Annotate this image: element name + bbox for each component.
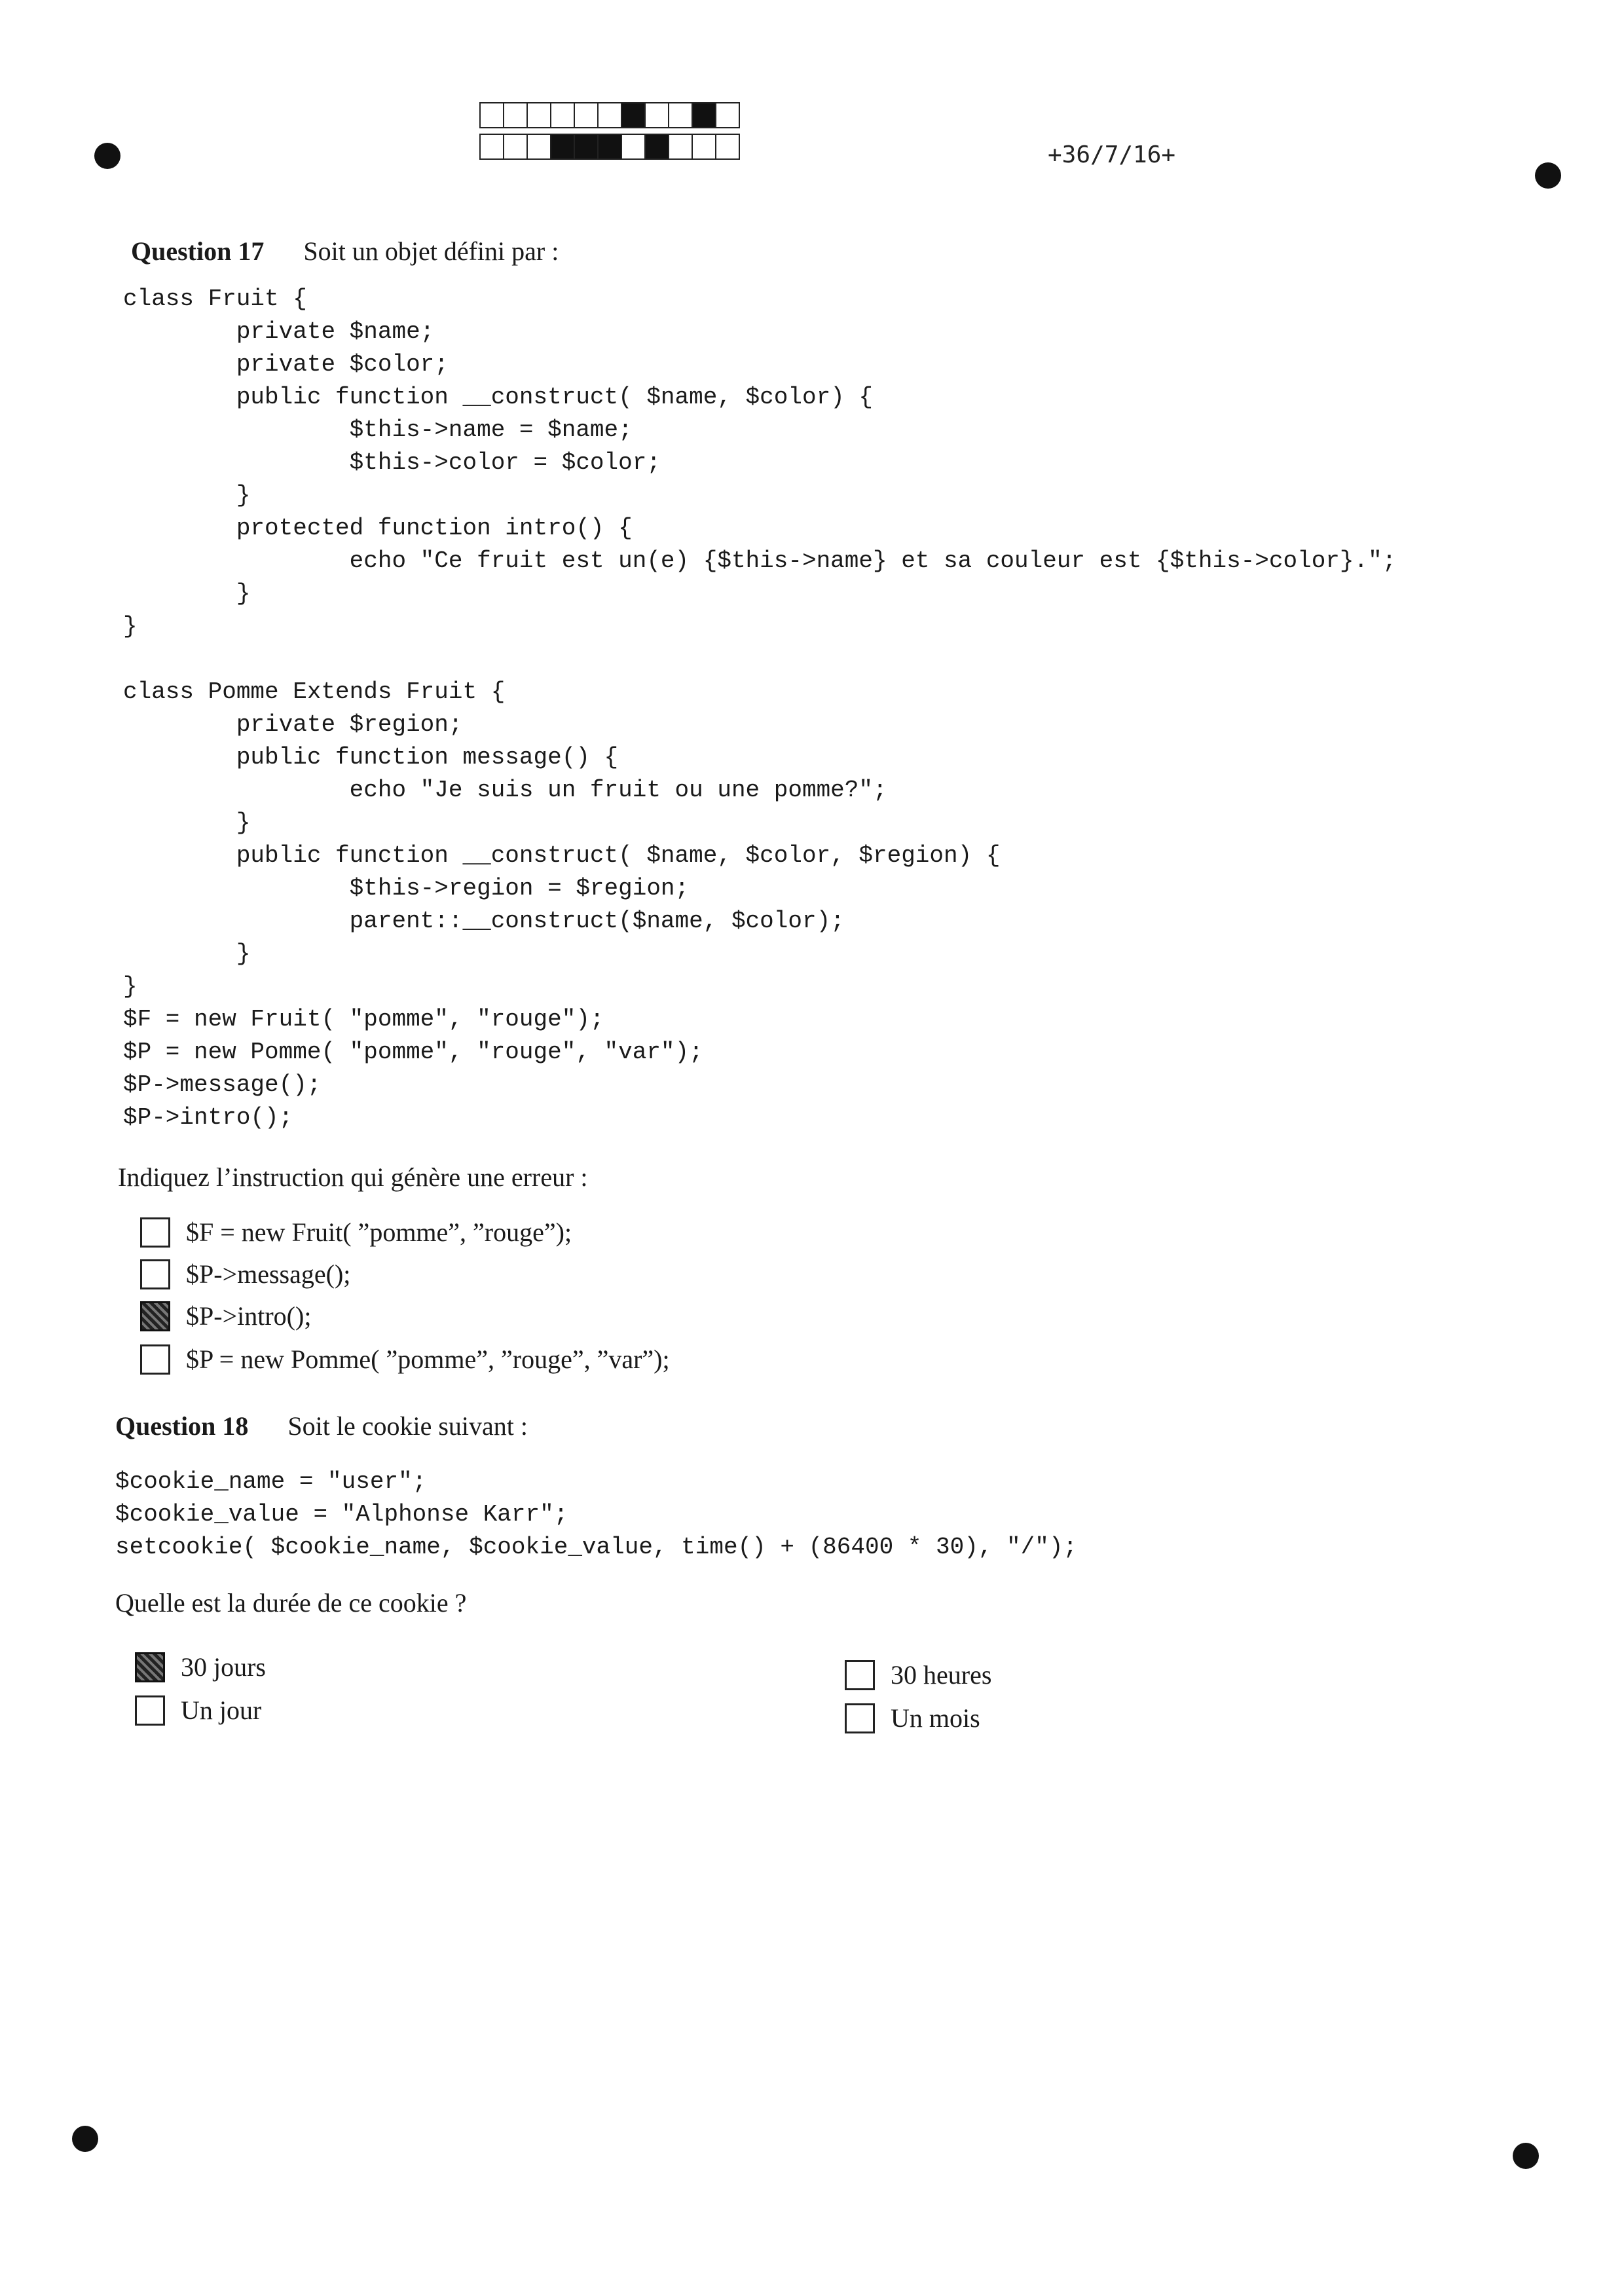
q17-checkbox[interactable] — [140, 1259, 170, 1289]
q18-option[interactable] — [845, 1659, 991, 1690]
id-cell — [526, 134, 551, 160]
student-id-grid-row-1 — [479, 102, 739, 128]
id-cell-filled — [621, 102, 646, 128]
q17-option-label: $P->intro(); — [186, 1301, 312, 1331]
q17-option[interactable] — [140, 1217, 572, 1248]
page-code: +36/7/16+ — [1048, 141, 1176, 168]
question-18-prompt: Quelle est la durée de ce cookie ? — [115, 1588, 467, 1618]
q17-checkbox[interactable] — [140, 1217, 170, 1248]
q18-checkbox[interactable] — [845, 1660, 875, 1690]
corner-marker-bottom-right — [1513, 2143, 1539, 2169]
id-cell — [692, 134, 716, 160]
q18-option-label: 30 jours — [181, 1652, 266, 1682]
question-17-number: Question 17 — [131, 236, 265, 266]
id-cell-filled — [644, 134, 669, 160]
corner-marker-bottom-left — [72, 2126, 98, 2152]
q17-checkbox[interactable] — [140, 1344, 170, 1375]
q17-option-label: $P = new Pomme( ”pomme”, ”rouge”, ”var”); — [186, 1344, 670, 1374]
id-cell — [621, 134, 646, 160]
q17-option[interactable] — [140, 1259, 350, 1289]
id-cell-filled — [550, 134, 575, 160]
id-cell-filled — [692, 102, 716, 128]
id-cell — [550, 102, 575, 128]
id-cell — [668, 134, 693, 160]
id-cell — [597, 102, 622, 128]
id-cell — [503, 134, 528, 160]
corner-marker-top-right — [1535, 162, 1561, 189]
q18-option[interactable] — [845, 1703, 980, 1733]
q18-option[interactable] — [135, 1652, 266, 1682]
q18-checkbox[interactable] — [845, 1703, 875, 1733]
q18-option-label: Un mois — [891, 1703, 980, 1733]
q18-checkbox[interactable] — [135, 1652, 165, 1682]
question-17-header — [131, 236, 559, 267]
question-18-title: Soit le cookie suivant : — [287, 1411, 528, 1441]
id-cell — [574, 102, 599, 128]
question-18-number: Question 18 — [115, 1411, 249, 1441]
q18-checkbox[interactable] — [135, 1695, 165, 1726]
id-cell — [526, 102, 551, 128]
id-cell — [715, 102, 740, 128]
id-cell — [479, 102, 504, 128]
question-17-prompt: Indiquez l’instruction qui génère une erreur : — [118, 1162, 588, 1192]
q18-option-label: 30 heures — [891, 1660, 992, 1690]
question-17-code: class Fruit { private $name; private $color; public function __construct( $name, $color) { $this->name = $name; $this->color = $color; } protected function intro() { echo "Ce fruit est un(e) {$this->name} et sa couleur est {$this->color}."; } } class Pomme Extends Fruit { private $region; public function message() { echo "Je suis un fruit ou une pomme?"; } public function __construct( $name, $color, $region) { $this->region = $region; parent::__construct($name, $color); } } $F = new Fruit( "pomme", "rouge"); $P = new Pomme( "pomme", "rouge", "var"); $P->message(); $P->intro(); — [123, 286, 1397, 1131]
q17-option[interactable] — [140, 1301, 311, 1331]
id-cell — [668, 102, 693, 128]
id-cell — [503, 102, 528, 128]
corner-marker-top-left — [94, 143, 120, 169]
q17-checkbox[interactable] — [140, 1301, 170, 1331]
q18-option-label: Un jour — [181, 1695, 262, 1725]
question-18-code: $cookie_name = "user"; $cookie_value = "Alphonse Karr"; setcookie( $cookie_name, $cookie_value, time() + (86400 * 30), "/"); — [115, 1468, 1078, 1561]
q17-option[interactable] — [140, 1344, 670, 1375]
id-cell — [715, 134, 740, 160]
student-id-grid-row-2 — [479, 134, 739, 160]
id-cell — [479, 134, 504, 160]
q18-option[interactable] — [135, 1695, 261, 1726]
id-cell — [644, 102, 669, 128]
question-17-title: Soit un objet défini par : — [303, 236, 559, 266]
q17-option-label: $F = new Fruit( ”pomme”, ”rouge”); — [186, 1217, 572, 1247]
id-cell-filled — [597, 134, 622, 160]
question-18-header — [115, 1411, 528, 1441]
q17-option-label: $P->message(); — [186, 1259, 351, 1289]
id-cell-filled — [574, 134, 599, 160]
